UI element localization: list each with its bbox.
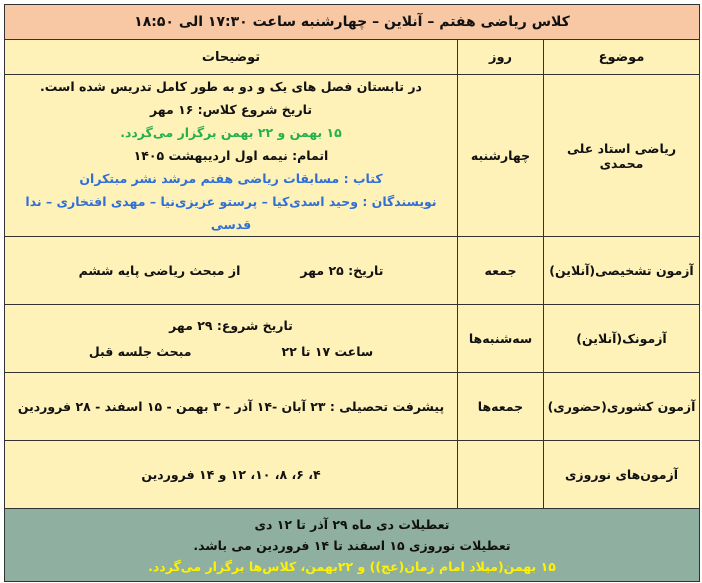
- header-day: روز: [458, 40, 544, 75]
- footer-line: تعطیلات دی ماه ۲۹ آذر تا ۱۲ دی: [254, 516, 450, 532]
- exam-scope: از مبحث ریاضی پایه ششم: [78, 263, 241, 278]
- day-cell: [458, 441, 544, 509]
- desc-cell: ۴، ۶، ۸، ۱۰، ۱۲ و ۱۴ فروردین: [5, 441, 458, 509]
- authors-line: نویسندگان : وحید اسدی‌کیا – پرستو عزیزی‌نیا – مهدی افتخاری – ندا قدسی: [25, 194, 437, 232]
- desc-line: در تابستان فصل های یک و دو به طور کامل تدریس شده است.: [40, 79, 422, 94]
- topic-cell: آزمون‌های نوروزی: [544, 441, 700, 509]
- table-row: [5, 441, 700, 509]
- desc-line-highlight: ۱۵ بهمن و ۲۲ بهمن برگزار می‌گردد.: [120, 125, 342, 140]
- header-desc: توضیحات: [5, 40, 458, 75]
- topic-cell: آزمون کشوری(حضوری): [544, 373, 700, 441]
- footer-line: تعطیلات نوروزی ۱۵ اسفند تا ۱۴ فروردین می باشد.: [193, 537, 511, 553]
- topic-cell: آزمون تشخیصی(آنلاین): [544, 237, 700, 305]
- day-cell: سه‌شنبه‌ها: [458, 305, 544, 373]
- desc-cell: پیشرفت تحصیلی : ۲۳ آبان -۱۴ آذر - ۳ بهمن - ۱۵ اسفند - ۲۸ فروردین: [5, 373, 458, 441]
- book-line: کتاب : مسابقات ریاضی هفتم مرشد نشر مبتکران: [79, 171, 383, 186]
- exam-time: ساعت ۱۷ تا ۲۲: [281, 343, 374, 359]
- table-row: [5, 305, 700, 373]
- header-topic: موضوع: [544, 40, 700, 75]
- exam-scope: مبحث جلسه قبل: [88, 343, 192, 359]
- desc-line: اتمام: نیمه اول اردیبهشت ۱۴۰۵: [133, 148, 329, 163]
- exam-date: تاریخ: ۲۵ مهر: [300, 263, 384, 278]
- footer-notes: [5, 509, 700, 582]
- desc-line: تاریخ شروع کلاس: ۱۶ مهر: [149, 102, 313, 117]
- topic-cell: آزمونک(آنلاین): [544, 305, 700, 373]
- table-row: [5, 237, 700, 305]
- schedule-container: [4, 4, 699, 579]
- table-row: [5, 75, 700, 237]
- exam-start: تاریخ شروع: ۲۹ مهر: [169, 317, 293, 333]
- schedule-table: [4, 4, 700, 582]
- day-cell: جمعه‌ها: [458, 373, 544, 441]
- desc-cell: [5, 237, 458, 305]
- table-title: کلاس ریاضی هفتم – آنلاین – چهارشنبه ساعت ۱۷:۳۰ الی ۱۸:۵۰: [5, 5, 700, 40]
- table-row: [5, 373, 700, 441]
- desc-cell: [5, 305, 458, 373]
- day-cell: جمعه: [458, 237, 544, 305]
- footer-row: [5, 509, 700, 582]
- desc-cell: [5, 75, 458, 237]
- topic-cell: ریاضی استاد علی محمدی: [544, 75, 700, 237]
- footer-line-highlight: ۱۵ بهمن(میلاد امام زمان(عج)) و ۲۲بهمن، کلاس‌ها برگزار می‌گردد.: [148, 558, 556, 574]
- day-cell: چهارشنبه: [458, 75, 544, 237]
